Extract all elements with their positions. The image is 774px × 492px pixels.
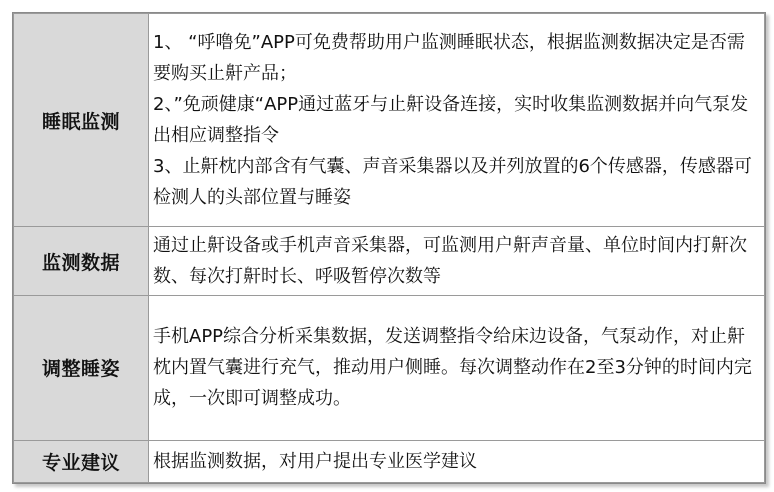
content-monitoring-data (149, 230, 764, 292)
label-cell (14, 227, 149, 295)
paragraph-item: 手机APP综合分析采集数据，发送调整指令给床边设备，气泵动作，对止鼾枕内置气囊进行充气，推动用户侧睡。每次调整动作在2至3分钟的时间内完成，一次即可调整成功。 (153, 326, 752, 410)
label-cell (14, 440, 149, 482)
row-label-monitoring-data: 监测数据 (41, 251, 120, 274)
row-label-adjust-posture: 调整睡姿 (41, 358, 120, 381)
table-row-adjust-posture (14, 295, 765, 440)
paragraph-item: 通过止鼾设备或手机声音采集器，可监测用户鼾声音量、单位时间内打鼾次数、每次打鼾时长、呼吸暂停次数等 (153, 235, 747, 288)
content-adjust-posture (149, 321, 764, 414)
table-row-sleep-monitoring (14, 14, 765, 227)
row-label-sleep-monitoring: 睡眠监测 (41, 110, 120, 133)
label-cell (14, 295, 149, 440)
content-cell (149, 14, 765, 227)
table-row-monitoring-data (14, 227, 765, 295)
paragraph-item: 根据监测数据，对用户提出专业医学建议 (153, 450, 477, 472)
info-table (13, 13, 765, 483)
label-cell (14, 14, 149, 227)
content-cell (149, 295, 765, 440)
info-table-frame (12, 12, 766, 484)
paragraph-item: 3、止鼾枕内部含有气囊、声音采集器以及并列放置的6个传感器，传感器可检测人的头部位置与睡姿 (153, 156, 752, 209)
paragraph-item: 1、 “呼噜免”APP可免费帮助用户监测睡眠状态，根据监测数据决定是否需要购买止鼾产品； (153, 32, 745, 85)
content-professional-advice (149, 446, 764, 477)
paragraph-item: 2、”免顽健康“APP通过蓝牙与止鼾设备连接，实时收集监测数据并向气泵发出相应调整指令 (153, 94, 749, 147)
table-row-professional-advice (14, 440, 765, 482)
row-label-professional-advice: 专业建议 (41, 451, 120, 474)
content-cell (149, 440, 765, 482)
content-cell (149, 227, 765, 295)
content-sleep-monitoring (149, 27, 764, 213)
